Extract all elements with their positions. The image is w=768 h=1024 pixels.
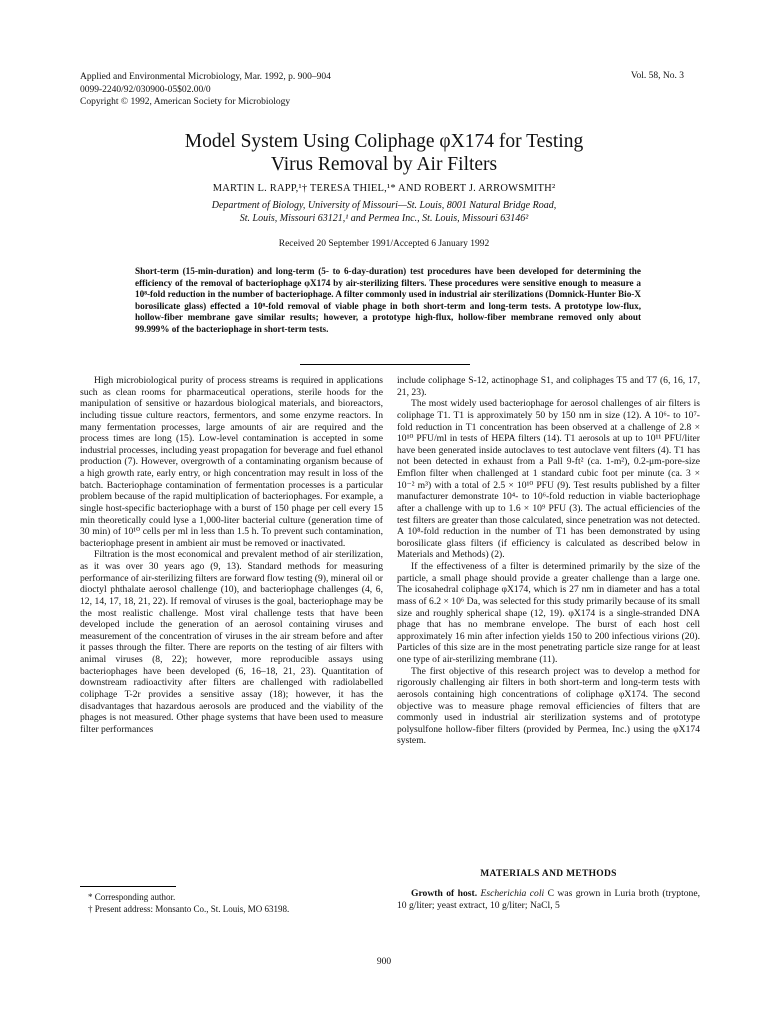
page-number: 900 (376, 957, 392, 967)
left-column (80, 375, 383, 735)
body-paragraph: The first objective of this research project was to develop a method for rigorously challenging air filters in both short-term and long-term tests with aerosols containing high concentrations of coliphage φX174. The second objective was to measure phage removal efficiencies of filters that are commonly used in industrial air sterilization systems and of prototype polysulfone hollow-fiber filters (provided by Permea, Inc.) using the φX174 system. (397, 665, 700, 747)
journal-citation: Applied and Environmental Microbiology, Mar. 1992, p. 900–904 (80, 72, 331, 82)
body-paragraph: If the effectiveness of a filter is determined primarily by the size of the particle, a small phage should provide a greater challenge than a large one. The icosahedral coliphage φX174, which is 27 nm in diameter and has a total mass of 6.2 × 10⁶ Da, was selected for this study primarily because of its small size and roughly spherical shape (12, 19). φX174 is a single-stranded DNA phage that has no membrane envelope. The burst of each host cell approximately 16 min after infection yields 150 to 200 infectious virions (20). Particles of this size are in the most penetrating particle size range for at least one type of air-sterilizing membrane (11). (397, 561, 700, 665)
issn-code: 0099-2240/92/030900-05$02.00/0 (80, 84, 211, 95)
title-line-2: Virus Removal by Air Filters (270, 154, 498, 175)
body-paragraph: include coliphage S-12, actinophage S1, and coliphages T5 and T7 (6, 16, 17, 21, 23). (397, 375, 700, 398)
body-paragraph: The most widely used bacteriophage for aerosol challenges of air filters is coliphage T1. T1 is approximately 50 by 150 nm in size (12). A 10⁶- to 10⁷-fold reduction in T1 concentration has been observed at a challenge of 2.8 × 10¹⁰ PFU/ml in tests of HEPA filters (14). T1 aerosols at up to 10¹¹ PFU/liter have been generated inside autoclaves to test autoclave vent filters (4). T1 has not been detected in exhaust from a Pall 9-ft² (ca. 1-m²), 0.2-μm-pore-size Emflon filter when challenged at 1 standard cubic foot per minute (ca. 3 × 10⁻² m³) with a total of 2.5 × 10¹⁰ PFU (9). Test results published by a filter manufacturer demonstrate 10⁴- to 10⁶-fold reduction in viable bacteriophage after a challenge with up to 1.6 × 10⁹ PFU (3). The actual efficiencies of the test filters are greater than those calculated, since penetration was not detected. A 10⁸-fold reduction in the number of T1 has been demonstrated by using borosilicate glass filters (if efficiency is calculated as described below in Materials and Methods) (2). (397, 398, 700, 561)
running-header (80, 71, 331, 109)
footnotes (80, 892, 383, 915)
affiliation-line-1: Department of Biology, University of Missouri—St. Louis, 8001 Natural Bridge Road, (211, 200, 557, 211)
section-heading: MATERIALS AND METHODS (480, 869, 617, 879)
abstract-divider (300, 364, 470, 365)
affiliation-line-2: St. Louis, Missouri 63121,¹ and Permea Inc., St. Louis, Missouri 63146² (239, 213, 529, 224)
abstract: Short-term (15-min-duration) and long-term (5- to 6-day-duration) test procedures have been developed for determining the efficiency of the removal of bacteriophage φX174 by air-sterilizing filters. These procedures were sensitive enough to measure a 10⁸-fold reduction in the number of bacteriophage. A filter commonly used in industrial air sterilizations (Domnick-Hunter Bio-X borosilicate glass) effected a 10⁸-fold removal of viable phage in both short-term and long-term tests. A prototype low-flux, hollow-fiber membrane gave similar results; however, a prototype high-flux, hollow-fiber membrane removed only about 99.999% of the bacteriophage in short-term tests. (135, 266, 641, 334)
species-name: Escherichia coli (480, 888, 545, 899)
body-paragraph: High microbiological purity of process streams is required in applications such as clean rooms for pharmaceutical operations, sterile hoods for the manipulation of sensitive or hazardous biological materials, and bioreactors, including tissue culture reactors, fermentors, and some enzyme reactors. In many fermentation processes, large amounts of air are required and the process times are long (15). Low-level contamination is accepted in some industrial processes, including yeast propagation for beverage and fuel ethanol production (7). However, overgrowth of a contaminating organism because of a high growth rate, early entry, or high concentration may result in loss of the batch. Bacteriophage contamination of fermentation processes is a particular problem because of the rapid multiplication of bacteriophages. For example, a single host-specific bacteriophage with a burst of 150 phage per cell every 15 min theoretically could lyse a 1,000-liter bacterial culture (generation time of 30 min) of 10¹⁰ cells per ml in less than 1.5 h. To prevent such contamination, bacteriophage present in ambient air must be removed or inactivated. (80, 375, 383, 549)
footnote-divider (80, 886, 176, 887)
right-column (397, 375, 700, 747)
volume-issue: Vol. 58, No. 3 (630, 71, 684, 81)
copyright-line: Copyright © 1992, American Society for Microbiology (80, 97, 291, 107)
footnote-corresponding: * Corresponding author. (88, 892, 176, 902)
received-dates: Received 20 September 1991/Accepted 6 January 1992 (278, 239, 490, 249)
author-list: MARTIN L. RAPP,¹† TERESA THIEL,¹* AND ROBERT J. ARROWSMITH² (212, 183, 556, 194)
methods-text: C was grown in Luria broth (tryptone, 10 g/liter; yeast extract, 10 g/liter; NaCl, 5 (397, 888, 700, 911)
affiliations (0, 199, 768, 225)
run-in-heading: Growth of host. (411, 888, 478, 899)
title-line-1: Model System Using Coliphage φX174 for Testing (184, 131, 584, 152)
body-paragraph: Filtration is the most economical and prevalent method of air sterilization, as it was over 30 years ago (9, 13). Standard methods for measuring performance of air-sterilizing filters are forward flow testing (9), mineral oil or dioctyl phthalate aerosol challenge (10), and bacteriophage challenges (4, 6, 12, 14, 17, 18, 21, 22). If removal of viruses is the goal, bacteriophage may be the most realistic challenge. Most viral challenge tests that have been developed include the generation of an aerosol containing viruses and measurement of the concentration of viruses in the air stream before and after it passes through the filter. There are reports on the testing of air filters with animal viruses (8, 22); however, more reproducible assays using bacteriophages have been developed (6, 16–18, 21, 23). Quantitation of downstream radioactivity after filters are challenged with radiolabelled coliphage T-2r provides a sensitive assay (18); however, it has the disadvantages that hazardous aerosols are produced and the viability of the phages is not measured. Other phage systems that have been used to measure filter performances (80, 549, 383, 735)
article-title (0, 130, 768, 176)
footnote-present-address: † Present address: Monsanto Co., St. Louis, MO 63198. (88, 903, 290, 914)
methods-paragraph (397, 888, 700, 911)
